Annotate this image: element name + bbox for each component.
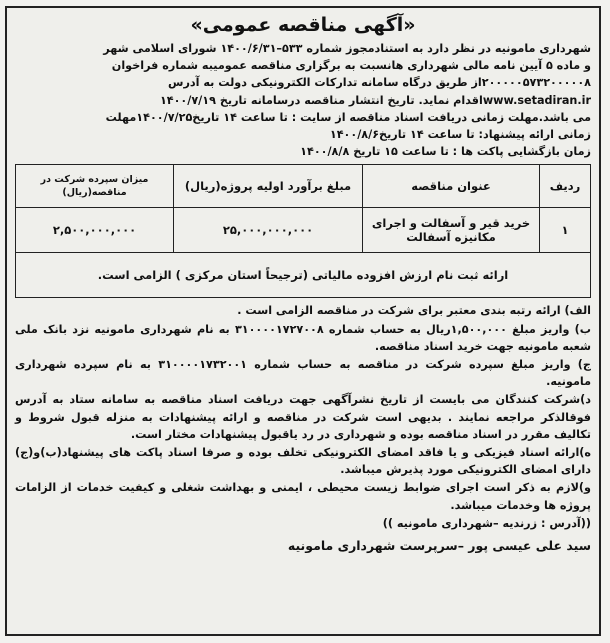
condition-item: و)لازم به ذکر است اجرای ضوابط زیست محیطی ، ایمنی و بهداشت شغلی و کیفیت خدمات از الزامات پروژه ها وخدمات میباشد. <box>15 481 591 512</box>
header-deposit: میزان سپرده شرکت در مناقصه(ریال) <box>16 165 174 208</box>
conditions-list <box>15 302 591 532</box>
table-row <box>16 208 591 253</box>
intro-line: زمان بازگشایی پاکت ها : تا ساعت ۱۵ تاریخ ۱۴۰۰/۸/۸ <box>300 145 591 159</box>
table-header-row <box>16 165 591 208</box>
intro-line: www.setadiran.irاقدام نماید. تاریخ انتشار مناقصه درسامانه تاریخ ۱۴۰۰/۷/۱۹ <box>159 93 591 107</box>
intro-line: زمانی ارائه پیشنهاد: تا ساعت ۱۴ تاریخ۱۴۰۰/۸/۶ <box>329 128 591 142</box>
signer-name: سید علی عیسی پور –سرپرست شهرداری مامونیه <box>287 538 591 554</box>
notice-body <box>15 12 591 630</box>
cell-deposit: ۲,۵۰۰,۰۰۰,۰۰۰ <box>16 208 174 253</box>
notice-frame <box>5 6 601 636</box>
intro-line: و ماده ۵ آیین نامه مالی شهرداری هانسبت به برگزاری مناقصه عمومیبه شماره فراخوان <box>111 59 591 73</box>
cell-estimate: ۲۵,۰۰۰,۰۰۰,۰۰۰ <box>174 208 363 253</box>
condition-item: د)شرکت کنندگان می بایست از تاریخ نشرآگهی جهت دریافت اسناد مناقصه به سامانه ستاد به آدرس فوقالذکر مراجعه نمایند . بدیهی است شرکت در مناقصه و ارائه پیشنهادات به منزله قبول شروط و تکالیف مقرر در اسناد مناقصه بوده و شهرداری در رد یاقبول پیشنهادات مختار است. <box>15 393 591 441</box>
condition-item: ه)ارائه اسناد فیزیکی و یا فاقد امضای الکترونیکی تخلف بوده و صرفا اسناد پاکت های پیشنهاد(ب)و(ج) دارای امضای الکترونیکی مورد پذیرش میباشد. <box>15 446 591 477</box>
intro-line: می باشد.مهلت زمانی دریافت اسناد مناقصه از سایت : تا ساعت ۱۴ تاریخ۱۴۰۰/۷/۲۵مهلت <box>105 110 591 124</box>
condition-item: ج) واریز مبلغ سپرده شرکت در مناقصه به حساب شماره ۳۱۰۰۰۰۱۷۳۲۰۰۱ به نام سپرده شهرداری مامونیه. <box>15 358 591 389</box>
condition-item: الف) ارائه رتبه بندی معتبر برای شرکت در مناقصه الزامی است . <box>237 304 591 318</box>
table-note-row <box>16 253 591 298</box>
table-note: ارائه ثبت نام ارزش افزوده مالیاتی (ترجیحاً استان مرکزی ) الزامی است. <box>16 253 591 298</box>
intro-paragraph <box>15 40 591 160</box>
header-estimate: مبلغ برآورد اولیه پروژه(ریال) <box>174 165 363 208</box>
notice-title: «آگهی مناقصه عمومی» <box>190 14 416 36</box>
intro-line: ۲۰۰۰۰۰۵۷۳۲۰۰۰۰۰۸از طریق درگاه سامانه تدارکات الکترونیکی دولت به آدرس <box>168 76 591 90</box>
header-tender-title: عنوان مناقصه <box>363 165 540 208</box>
intro-line: شهرداری مامونیه در نظر دارد به استنادمجوز شماره ۵۳۳–۱۴۰۰/۶/۳۱ شورای اسلامی شهر <box>103 42 591 55</box>
cell-index: ۱ <box>540 208 591 253</box>
tender-table <box>15 164 591 298</box>
condition-item: ب) واریز مبلغ ۱,۵۰۰,۰۰۰ریال به حساب شماره ۳۱۰۰۰۰۱۷۲۷۰۰۸ به نام شهرداری مامونیه نزد بانک ملی شعبه مامونیه جهت خرید اسناد مناقصه. <box>15 322 591 353</box>
cell-tender-title: خرید قیر و آسفالت و اجرای مکانیزه آسفالت <box>363 208 540 253</box>
address-line: ((آدرس : زرندیه –شهرداری مامونیه )) <box>382 516 591 530</box>
header-index: ردیف <box>540 165 591 208</box>
